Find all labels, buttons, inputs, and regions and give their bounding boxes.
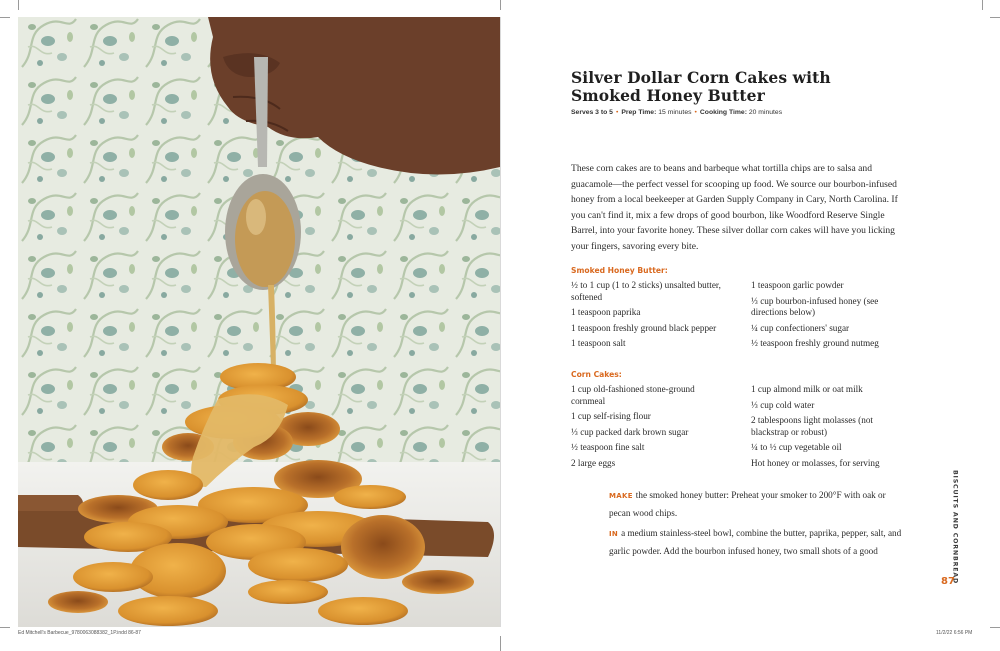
cook-label: Cooking Time: bbox=[699, 109, 747, 116]
step-text: the smoked honey butter: Preheat your smoker to 200°F with oak or pecan wood chips. bbox=[609, 490, 886, 518]
ingredient: 1 teaspoon salt bbox=[571, 338, 626, 348]
ingredient: 2 large eggs bbox=[571, 457, 616, 468]
section-label-text: BISCUITS AND CORNBREAD bbox=[951, 469, 959, 585]
ingredient: 1 cup self-rising flour bbox=[571, 411, 651, 421]
recipe-title: Silver Dollar Corn Cakes with Smoked Honey Butter bbox=[571, 68, 831, 105]
crop-mark bbox=[990, 627, 1000, 628]
food-photo bbox=[18, 17, 500, 627]
print-slug-left: Ed Mitchell's Barbecue_9780063088382_1P.indd 86-87 bbox=[18, 630, 141, 636]
honey-butter-list-right bbox=[751, 280, 911, 354]
ingredient: 1 cup almond milk or oat milk bbox=[751, 384, 863, 394]
recipe-intro: These corn cakes are to beans and barbeque what tortilla chips are to salsa and guacamole—the perfect vessel for scooping up food. We source our bourbon-infused honey from a local beekeeper at Garden Supply Company in Cary, North Carolina. If you can't find it, mix a few drops of good bourbon, like Woodford Reserve Single Barrel, into your favorite honey. These silver dollar corn cakes will have you licking your fingers, savoring every bite. bbox=[571, 163, 898, 252]
ingredient: ¼ cup confectioners' sugar bbox=[751, 322, 850, 333]
crop-mark bbox=[0, 627, 10, 628]
ingredient: 1 teaspoon garlic powder bbox=[751, 280, 844, 290]
ingredient: ⅓ cup bourbon-infused honey (see directions below) bbox=[751, 295, 879, 317]
step bbox=[609, 525, 909, 560]
ingredient: 1 cup old-fashioned stone-ground cornmeal bbox=[571, 384, 695, 406]
photo-illustration bbox=[18, 17, 500, 627]
ingredient: ⅓ cup cold water bbox=[751, 399, 815, 410]
crop-mark bbox=[500, 0, 501, 10]
ingredient: Hot honey or molasses, for serving bbox=[751, 457, 880, 468]
corn-cakes-list-left bbox=[571, 384, 731, 473]
step-text: a medium stainless-steel bowl, combine the butter, paprika, pepper, salt, and garlic powder. Add the bourbon infused honey, two small shots of a good bbox=[609, 528, 902, 556]
ingredient: ½ teaspoon fine salt bbox=[571, 442, 645, 452]
ingredient: ¼ to ½ cup vegetable oil bbox=[751, 442, 842, 452]
recipe-steps bbox=[609, 487, 909, 563]
print-slug-right: 11/2/22 6:56 PM bbox=[936, 630, 973, 636]
meta-separator: • bbox=[615, 109, 619, 116]
meta-separator: • bbox=[694, 109, 697, 116]
page-number: 87 bbox=[941, 576, 955, 587]
recipe-page bbox=[501, 17, 982, 627]
honey-butter-list-left bbox=[571, 280, 731, 354]
ingredient: 2 tablespoons light molasses (not blackstrap or robust) bbox=[751, 415, 873, 437]
crop-mark bbox=[0, 17, 10, 18]
step-verb: IN bbox=[609, 530, 619, 538]
step-verb: MAKE bbox=[609, 492, 633, 500]
ingredient: 1 teaspoon freshly ground black pepper bbox=[571, 322, 717, 333]
ingredient: 1 teaspoon paprika bbox=[571, 307, 641, 317]
recipe-meta bbox=[571, 109, 782, 116]
ingredient: ½ to 1 cup (1 to 2 sticks) unsalted butter, softened bbox=[571, 280, 721, 302]
cook-value: 20 minutes bbox=[748, 109, 783, 116]
ingredient: ⅓ cup packed dark brown sugar bbox=[571, 426, 689, 437]
crop-mark bbox=[18, 0, 19, 10]
serves-label: Serves 3 to 5 bbox=[571, 109, 613, 116]
crop-mark bbox=[500, 636, 501, 651]
crop-mark bbox=[990, 17, 1000, 18]
corn-cakes-heading: Corn Cakes: bbox=[571, 370, 622, 379]
honey-butter-heading: Smoked Honey Butter: bbox=[571, 266, 668, 275]
prep-label: Prep Time: bbox=[621, 109, 657, 116]
prep-value: 15 minutes bbox=[658, 109, 692, 116]
corn-cakes-list-right bbox=[751, 384, 911, 473]
ingredient: ½ teaspoon freshly ground nutmeg bbox=[751, 338, 879, 348]
step bbox=[609, 487, 909, 522]
crop-mark bbox=[982, 0, 983, 10]
